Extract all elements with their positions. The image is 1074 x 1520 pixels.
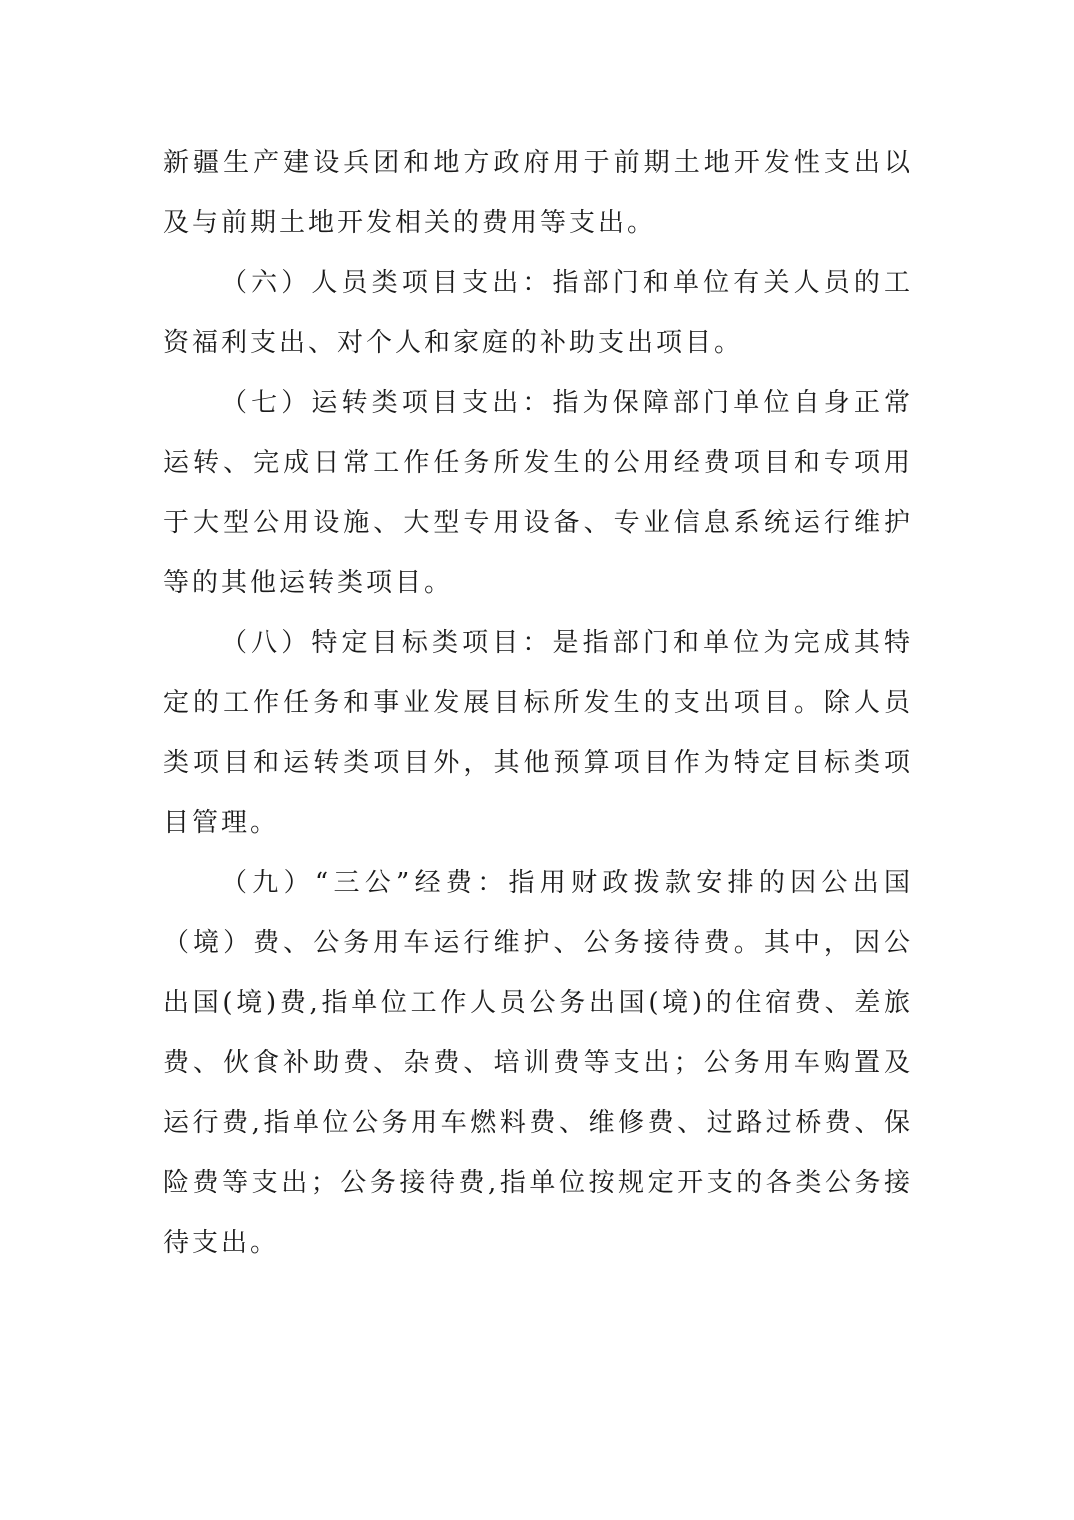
- paragraph-continuation: 新疆生产建设兵团和地方政府用于前期土地开发性支出以及与前期土地开发相关的费用等支出。: [163, 148, 913, 238]
- document-body: [163, 133, 913, 1273]
- paragraph-three-public-expenses: （九）“三公”经费：指用财政拨款安排的因公出国（境）费、公务用车运行维护、公务接待费。其中，因公出国(境)费,指单位工作人员公务出国(境)的住宿费、差旅费、伙食补助费、杂费、培训费等支出；公务用车购置及运行费,指单位公务用车燃料费、维修费、过路过桥费、保险费等支出；公务接待费,指单位按规定开支的各类公务接待支出。: [163, 868, 913, 1258]
- paragraph-operating-expenditure: （七）运转类项目支出：指为保障部门单位自身正常运转、完成日常工作任务所发生的公用经费项目和专项用于大型公用设施、大型专用设备、专业信息系统运行维护等的其他运转类项目。: [163, 388, 913, 598]
- paragraph-specific-target-project: （八）特定目标类项目：是指部门和单位为完成其特定的工作任务和事业发展目标所发生的支出项目。除人员类项目和运转类项目外，其他预算项目作为特定目标类项目管理。: [163, 628, 913, 838]
- paragraph-personnel-expenditure: （六）人员类项目支出：指部门和单位有关人员的工资福利支出、对个人和家庭的补助支出项目。: [163, 268, 913, 358]
